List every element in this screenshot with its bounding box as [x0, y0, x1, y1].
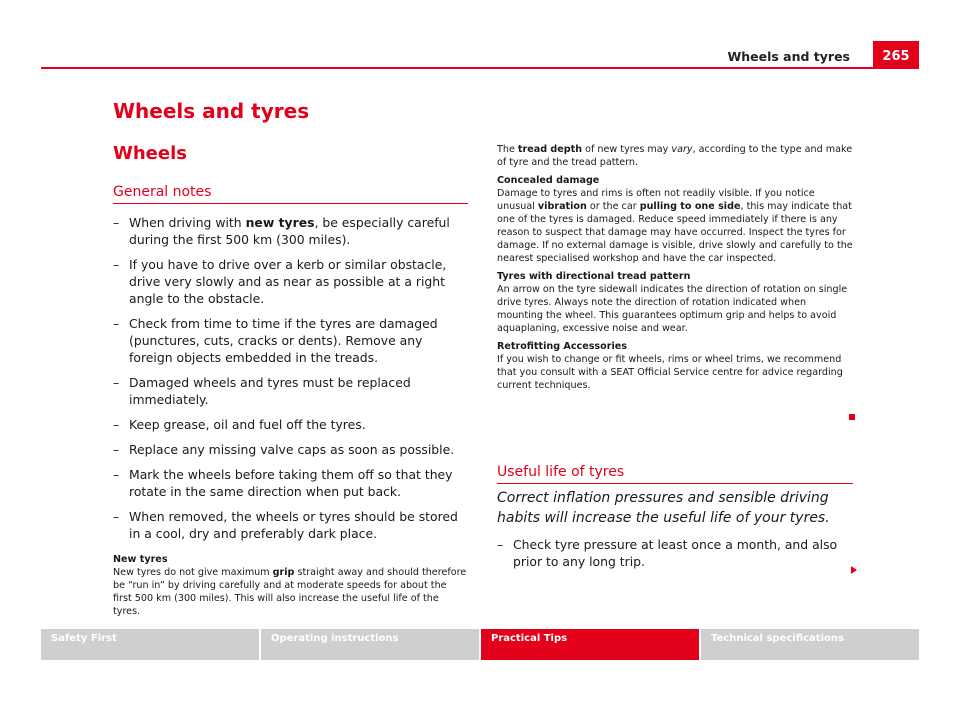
list-item-text: Check from time to time if the tyres are damaged (punctures, cuts, cracks or dents). Remove any foreign objects embedded in the treads. — [129, 316, 438, 365]
retrofitting-text: If you wish to change or fit wheels, rims or wheel trims, we recommend that you consult with a SEAT Official Service centre for advice regarding current techniques. — [497, 354, 843, 391]
chapter-title: Wheels and tyres — [113, 99, 310, 123]
list-item-text: Damaged wheels and tyres must be replaced immediately. — [129, 375, 411, 407]
section-end-mark — [849, 414, 855, 420]
running-header-title: Wheels and tyres — [727, 49, 850, 64]
list-item: – When removed, the wheels or tyres should be stored in a cool, dry and preferably dark place. — [113, 509, 458, 541]
header-rule — [41, 67, 919, 69]
concealed-damage-heading: Concealed damage — [497, 175, 600, 186]
subsection-title-useful-life: Useful life of tyres — [497, 464, 625, 480]
footer-tab-practical-tips[interactable]: Practical Tips — [481, 629, 699, 660]
list-item: – Damaged wheels and tyres must be replaced immediately. — [113, 375, 411, 407]
list-item-text: Mark the wheels before taking them off so that they rotate in the same direction when put back. — [129, 467, 453, 499]
footer-nav — [41, 629, 919, 660]
continue-arrow-icon — [851, 566, 857, 574]
list-item-text: Keep grease, oil and fuel off the tyres. — [129, 417, 366, 432]
subsection-rule — [113, 203, 468, 204]
subsection-title-general-notes: General notes — [113, 184, 212, 200]
page-number-badge — [873, 41, 919, 67]
bullet-list — [113, 214, 468, 542]
new-tyres-block — [113, 553, 468, 618]
left-column — [113, 214, 468, 618]
tread-depth-text: The tread depth of new tyres may vary, according to the type and make of tyre and the tread pattern. — [497, 144, 853, 168]
list-item-text: Check tyre pressure at least once a month, and also prior to any long trip. — [513, 537, 838, 569]
new-tyres-heading: New tyres — [113, 554, 168, 565]
list-item-text: When driving with new tyres, be especially careful during the first 500 km (300 miles). — [129, 215, 450, 247]
page-number: 265 — [882, 49, 910, 64]
right-column — [497, 143, 853, 392]
footer-tab-operating-instructions[interactable]: Operating instructions — [261, 629, 479, 660]
list-item: – When driving with new tyres, be especially careful during the first 500 km (300 miles). — [113, 215, 450, 247]
directional-tread-text: An arrow on the tyre sidewall indicates the direction of rotation on single drive tyres. Always note the direction of rotation indicated when mounting the wheel. This guarantees optimum grip and helps to avoid aquaplaning, excessive noise and wear. — [497, 284, 848, 334]
list-item: – If you have to drive over a kerb or similar obstacle, drive very slowly and as near as possible at a right angle to the obstacle. — [113, 257, 447, 306]
footer-tab-safety-first[interactable]: Safety First — [41, 629, 259, 660]
retrofitting-heading: Retrofitting Accessories — [497, 341, 627, 352]
list-item: – Check tyre pressure at least once a month, and also prior to any long trip. — [497, 537, 838, 569]
list-item: – Mark the wheels before taking them off so that they rotate in the same direction when put back. — [113, 467, 453, 499]
list-item-text: Replace any missing valve caps as soon as possible. — [129, 442, 455, 457]
useful-life-intro: Correct inflation pressures and sensible driving habits will increase the useful life of your tyres. — [497, 490, 830, 526]
useful-life-bullet — [497, 536, 852, 578]
subsection-rule — [497, 483, 853, 484]
footer-tab-technical-specifications[interactable]: Technical specifications — [701, 629, 919, 660]
directional-tread-heading: Tyres with directional tread pattern — [497, 271, 691, 282]
list-item: – Keep grease, oil and fuel off the tyres. — [113, 417, 366, 432]
section-title: Wheels — [113, 143, 187, 164]
concealed-damage-text: Damage to tyres and rims is often not readily visible. If you notice unusual vibration or the car pulling to one side, this may indicate that one of the tyres is damaged. Reduce speed immediately if there is any reason to suspect that damage may have occurred. Inspect the tyres for damage. If no external damage is visible, drive slowly and carefully to the nearest specialised workshop and have the car inspected. — [497, 188, 853, 264]
new-tyres-text: New tyres do not give maximum grip straight away and should therefore be “run in” by driving carefully and at moderate speeds for about the first 500 km (300 miles). This will also increase the useful life of the tyres. — [113, 567, 467, 617]
list-item: – Check from time to time if the tyres are damaged (punctures, cuts, cracks or dents). Remove any foreign objects embedded in the treads. — [113, 316, 438, 365]
list-item-text: If you have to drive over a kerb or similar obstacle, drive very slowly and as near as possible at a right angle to the obstacle. — [129, 257, 447, 306]
list-item-text: When removed, the wheels or tyres should be stored in a cool, dry and preferably dark place. — [129, 509, 458, 541]
list-item: – Replace any missing valve caps as soon as possible. — [113, 442, 455, 457]
